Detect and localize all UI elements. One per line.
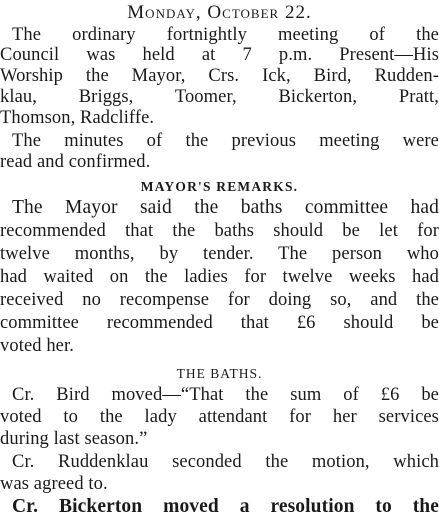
- paragraph-line: recommended that the baths should be let for: [0, 221, 439, 241]
- paragraph-line: received no recompense for doing so, and the: [0, 290, 439, 310]
- paragraph-line: twelve months, by tender. The person who: [0, 244, 439, 264]
- paragraph-line: was agreed to.: [0, 474, 108, 494]
- paragraph-line: read and confirmed.: [0, 152, 151, 172]
- paragraph-line: Worship the Mayor, Crs. Ick, Bird, Rudden-: [0, 66, 439, 86]
- paragraph-line: The minutes of the previous meeting were: [12, 131, 439, 151]
- paragraph-line: Cr. Ruddenklau seconded the motion, which: [12, 452, 439, 472]
- paragraph-line: The ordinary fortnightly meeting of the: [12, 25, 439, 45]
- paragraph-line: Council was held at 7 p.m. Present—His: [0, 45, 439, 65]
- paragraph-line: Cr. Bickerton moved a resolution to the: [12, 496, 439, 517]
- paragraph-line: voted to the lady attendant for her services: [0, 407, 439, 427]
- paragraph-line: Thomson, Radcliffe.: [0, 108, 155, 128]
- section-heading-mayors-remarks: MAYOR'S REMARKS.: [140, 179, 299, 194]
- paragraph-line: Cr. Bird moved—“That the sum of £6 be: [12, 385, 439, 405]
- paragraph-line: voted her.: [0, 336, 74, 356]
- section-heading-the-baths: THE BATHS.: [176, 366, 263, 381]
- paragraph-line: committee recommended that £6 should be: [0, 313, 439, 333]
- paragraph-line: The Mayor said the baths committee had: [12, 197, 439, 218]
- paragraph-line: klau, Briggs, Toomer, Bickerton, Pratt,: [0, 87, 439, 107]
- paragraph-line: had waited on the ladies for twelve weeks had: [0, 267, 439, 287]
- paragraph-line: during last season.”: [0, 429, 148, 449]
- article-dateline: Monday, October 22.: [127, 2, 312, 23]
